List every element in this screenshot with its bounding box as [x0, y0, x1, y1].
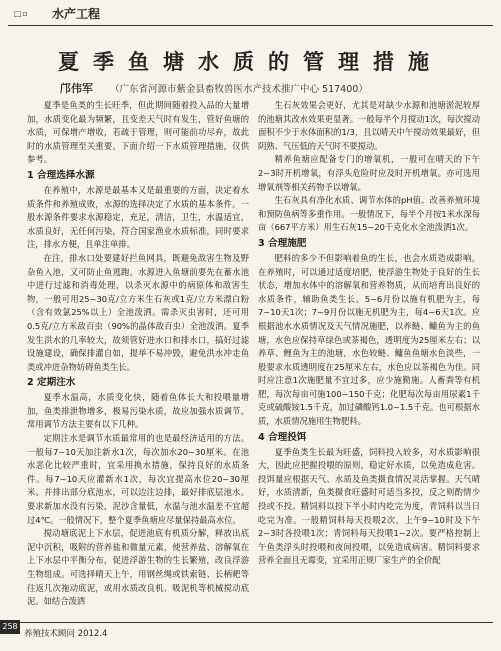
section-heading: 1 合理选择水源 — [27, 169, 95, 181]
section-heading: 4 合理投饵 — [258, 431, 307, 443]
right-column — [258, 99, 480, 568]
paragraph: 夏季水温高，水质变化快，随着鱼体长大和投喂量增加，鱼类排泄物增多，极易污染水质，故应加强水质调节。常用调节方法主要有以下几种。 — [27, 392, 249, 430]
paragraph: 在养殖中，水源是最基本又是最重要的方面，决定着水质条件和养殖成败，水源的选择决定了水质的基本条件。一般水源条件要求水源稳定，充足，清洁，卫生，水温适宜，水质良好，无任何污染，符合国家渔业水质标准，同时要求注，排水方便，且单注单排。 — [27, 184, 249, 250]
section-heading: 3 合理施肥 — [258, 237, 307, 249]
section-label: 水产工程 — [52, 7, 101, 21]
author-affiliation: （广东省河源市紫金县畜牧兽医水产技术推广中心 517400） — [110, 84, 368, 95]
paragraph: 肥料的多少不但影响着鱼的生长，也会水质造成影响。在养殖时，可以通过适度培肥，使浮游生物处于良好的生长状态，增加水体中的溶解氧和营养物质，从而培育出良好的水质条件，辅助鱼类生长。5~6月份以施有机肥为主，每7~10天1次；7~9月份以施无机肥为主，每4~6天1次。应根据池水水质情况及天气情况施肥，以养鲢、鳙鱼为主的鱼塘，水色应保持草绿色或茶褐色，透明度为25厘米左右；以养草、鲤鱼为主的池塘，水色较鲢、鳙鱼鱼塘水色淡些，一般要求水质透明度在25厘米左右，水色应以茶褐色为佳。同时应注意1次施肥量不宜过多，应少施勤施。人畜粪等有机肥，每次每亩可施100~150千克；化肥每次每亩用尿素1千克或硫酸铵1.5千克，加过磷酸钙1.0~1.5千克。也可根据水质，水质情况施用生物肥料。 — [258, 252, 480, 427]
left-column — [27, 99, 249, 609]
footer-rule — [8, 622, 493, 623]
author-name: 邝伟军 — [60, 82, 93, 95]
paragraph: 夏季鱼类生长最为旺盛，饲料投入较多，对水质影响很大，因此应把握投喂的原则，稳定好水质，以免造成危害。投饵量应根据天气、水质及鱼类摄食情况灵活掌握。天气晴好，水质清新，鱼类摄食旺盛时可适当多投，反之则酌情少投或不投。精饲料以投下半小时内吃完为度，青饲料以当日吃完为准。一般精饲料每天投喂2次，上午9~10时及下午2~3时各投喂1次；青饲料每天投喂1~2次。要严格控制上午鱼类浮头时投喂和夜间投喂，以免造成病害。精饲料要求营养全面且无霉变，宜采用正规厂家生产的全价配 — [258, 446, 480, 566]
top-header — [0, 0, 501, 28]
paragraph: 生石灰具有净化水质、调节水体的pH值、改善养殖环境和预防鱼病等多重作用。一般情况下，每半个月按1米水深每亩（667平方米）用生石灰15~20千克化水全池泼洒1次。 — [258, 195, 480, 233]
byline — [60, 80, 368, 96]
paragraph: 搅动塘底泥上下水层，促进池底有机质分解，释放出底泥中沉积，吸附的营养盐和微量元素，使营养盐、溶解氧在上下水层中平衡分布，促进浮游生物的生长繁殖，改良浮游生物组成。可选择晴天上午，用钢丝绳或铁索链、长柄耙等往返几次拖动底泥，或用水质改良机、吸泥机等机械搅动底泥。如结合泼洒 — [27, 528, 249, 607]
paragraph: 在注，排水口处要建好拦鱼网具，既避免敌害生物及野杂鱼入池，又可防止鱼逃跑。水源进入鱼塘前要先在蓄水池中进行过滤和消毒处理，以杀灭水源中的病原体和敌害生物，一般可用25~30克/立方米生石灰或1克/立方米漂白粉（含有效氯25%以上）全池泼洒。需杀灭虫害时，还可用0.5克/立方米敌百虫（90%的晶体敌百虫）全池泼洒。夏季发生洪水的几率较大，故须管好进水口和排水口，搞好过滤设施建设，确保排灌自如，提举不易冲毁，避免洪水冲走鱼类或冲进杂物妨碍鱼类生长。 — [27, 252, 249, 372]
journal-footer: 养殖技术顾问 2012.4 — [24, 629, 108, 639]
paragraph: 夏季是鱼类的生长旺季，但此期间随着投入品的大量增加，水质变化最为频繁，且变差天气时有发生，管好鱼塘的水质，可保增产增收，若疏于管理，则可能前功尽弃，故此时的水质管理至关重要。下面介绍一下水质管理措施，仅供参考。 — [27, 100, 249, 165]
paragraph: 生石灰效果会更好，尤其是对缺少水源和池塘淤泥较厚的池塘其改水效果更显著。一般每半个月搅动1次，每次搅动面积不少于水体面积的1/3，且以晴天中午搅动效果最好，但阴熟、气压低的天气时不要搅动。 — [258, 100, 480, 151]
dots-decoration-icon: □▫ — [14, 9, 29, 18]
paragraph: 精养鱼塘应配备专门的增氧机，一般可在晴天的下午2~3时开机增氧，有浮头危险时应及时开机增氧。亦可选用增氧剂等相关药物予以增氧。 — [258, 154, 480, 192]
section-heading: 2 定期注水 — [27, 377, 76, 389]
page-number: 258 — [0, 620, 20, 634]
article-title: 夏季鱼塘水质的管理措施 — [58, 50, 443, 74]
paragraph: 定期注水是调节水质最常用的也是最经济适用的方法。一般每7~10天加注新水1次，每次加水20~30厘米。在池水恶化比较严重时，宜采用换水措施，保持良好的水质条件。每7~10天应灌新水1次，每次宜提高水位20~30厘米。并排出部分底池水，可以边注边排，最好排底层池水。要求新加水没有污染，泥沙含量低，水温与池水温差不宜超过4℃。一般情况下，整个夏季鱼塘应尽量保持最高水位。 — [27, 433, 249, 525]
header-rule — [8, 25, 493, 26]
